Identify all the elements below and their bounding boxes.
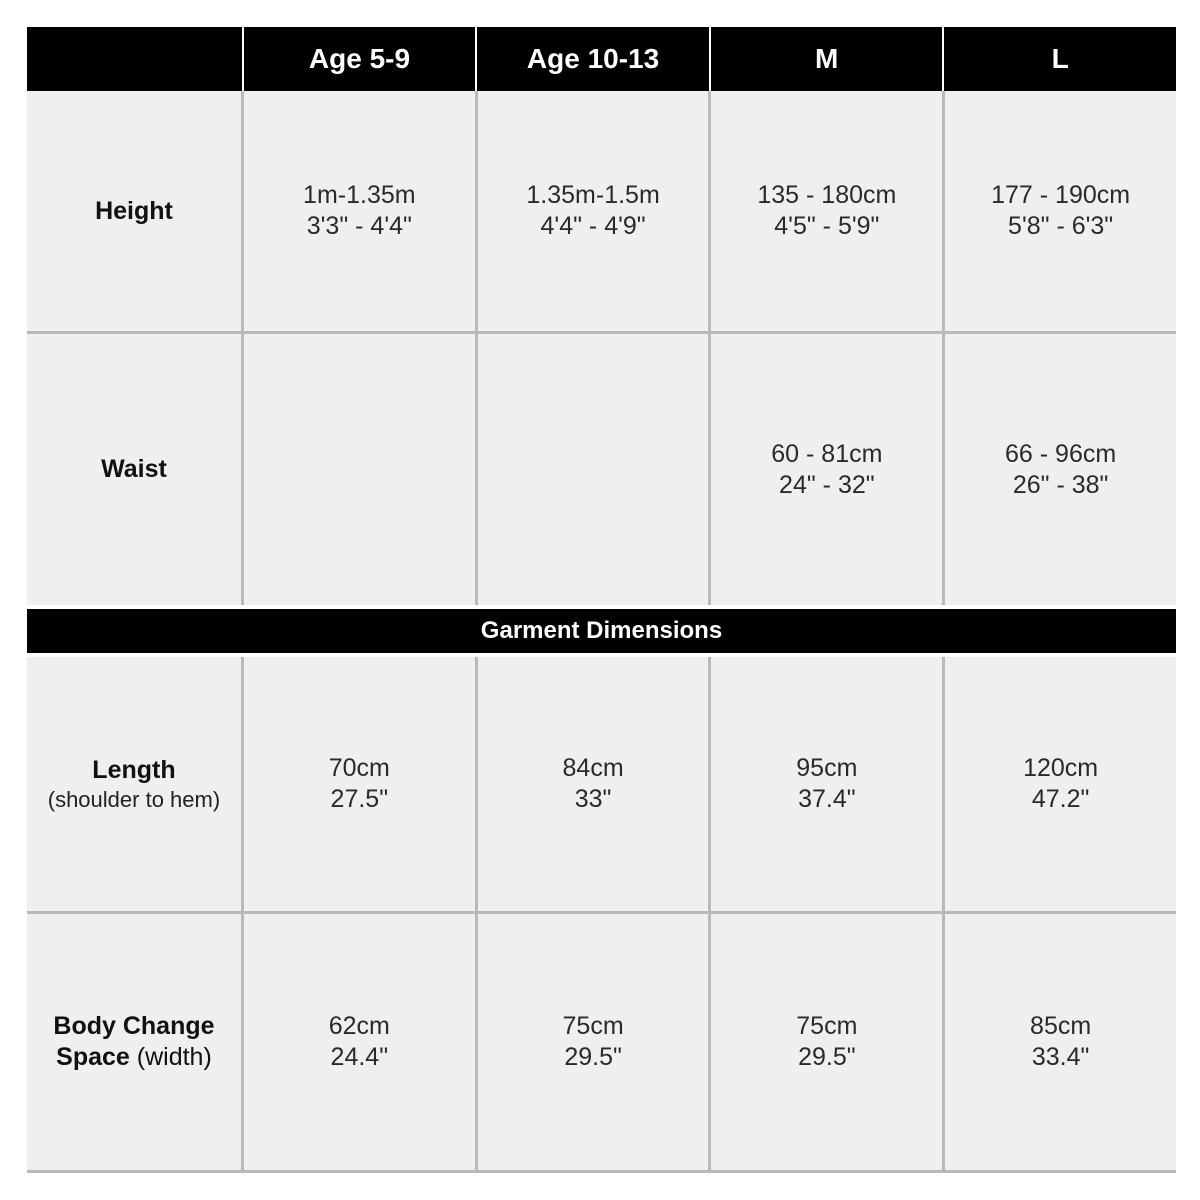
size-chart	[27, 27, 1176, 1173]
size-header-age-10-13: Age 10-13	[477, 27, 709, 91]
cell-line: 4'4" - 4'9"	[540, 212, 646, 240]
cell-line: 3'3" - 4'4"	[306, 212, 412, 240]
table-cell	[478, 91, 709, 331]
table-bottom-border	[27, 1170, 1176, 1173]
table-cell	[945, 91, 1176, 331]
cell-line: 84cm	[562, 754, 624, 782]
table-cell	[244, 657, 475, 911]
cell-line: 29.5"	[564, 1043, 622, 1071]
cell-line: 75cm	[796, 1012, 858, 1040]
space-word: Space	[56, 1043, 130, 1071]
cell-line: 37.4"	[798, 785, 856, 813]
table-cell	[711, 914, 942, 1170]
cell-line: 5'8" - 6'3"	[1008, 212, 1114, 240]
table-cell	[244, 914, 475, 1170]
table-cell	[945, 334, 1176, 605]
cell-line: 27.5"	[330, 785, 389, 813]
cell-line: 24" - 32"	[779, 470, 875, 499]
cell-line: 62cm	[328, 1012, 390, 1040]
cell-line: 29.5"	[798, 1043, 856, 1071]
size-header-age-5-9: Age 5-9	[244, 27, 476, 91]
width-note: (width)	[129, 1043, 212, 1071]
cell-line: 4'5" - 5'9"	[774, 212, 880, 240]
cell-line: 60 - 81cm	[771, 439, 883, 468]
row-label-waist	[27, 334, 241, 605]
cell-line: 1.35m-1.5m	[526, 181, 660, 209]
size-header-l: L	[944, 27, 1176, 91]
size-header-m: M	[711, 27, 943, 91]
cell-line: 70cm	[328, 754, 390, 782]
cell-line: 177 - 190cm	[991, 181, 1131, 209]
waist-row	[27, 334, 1176, 605]
body-change-label-line2	[56, 1042, 212, 1073]
table-cell	[244, 91, 475, 331]
cell-line: 47.2"	[1031, 785, 1090, 813]
waist-label: Waist	[101, 455, 167, 483]
garment-dimensions-header: Garment Dimensions	[27, 609, 1176, 653]
table-cell	[945, 657, 1176, 911]
length-label: Length	[92, 755, 176, 784]
table-cell	[711, 91, 942, 331]
size-header-row	[27, 27, 1176, 91]
cell-line: 33.4"	[1031, 1043, 1090, 1071]
cell-line: 66 - 96cm	[1005, 439, 1117, 468]
length-row	[27, 657, 1176, 911]
body-change-label-line1: Body Change	[53, 1012, 215, 1040]
body-change-space-row	[27, 914, 1176, 1170]
table-cell	[711, 334, 942, 605]
row-label-body-change-space	[27, 914, 241, 1170]
cell-line: 1m-1.35m	[303, 181, 416, 209]
cell-line: 75cm	[562, 1012, 624, 1040]
cell-line: 95cm	[796, 754, 858, 782]
table-cell	[244, 334, 475, 605]
cell-line: 135 - 180cm	[757, 181, 897, 209]
cell-line: 120cm	[1023, 754, 1099, 782]
table-cell	[478, 334, 709, 605]
row-label-height	[27, 91, 241, 331]
table-cell	[945, 914, 1176, 1170]
cell-line: 85cm	[1030, 1012, 1092, 1040]
row-label-length	[27, 657, 241, 911]
table-cell	[478, 914, 709, 1170]
cell-line: 33"	[574, 785, 612, 813]
length-sublabel: (shoulder to hem)	[47, 786, 221, 812]
header-corner-cell	[27, 27, 242, 91]
cell-line: 26" - 38"	[1012, 470, 1109, 499]
table-cell	[711, 657, 942, 911]
height-row	[27, 91, 1176, 331]
height-label: Height	[95, 196, 173, 225]
cell-line: 24.4"	[330, 1043, 389, 1071]
table-cell	[478, 657, 709, 911]
